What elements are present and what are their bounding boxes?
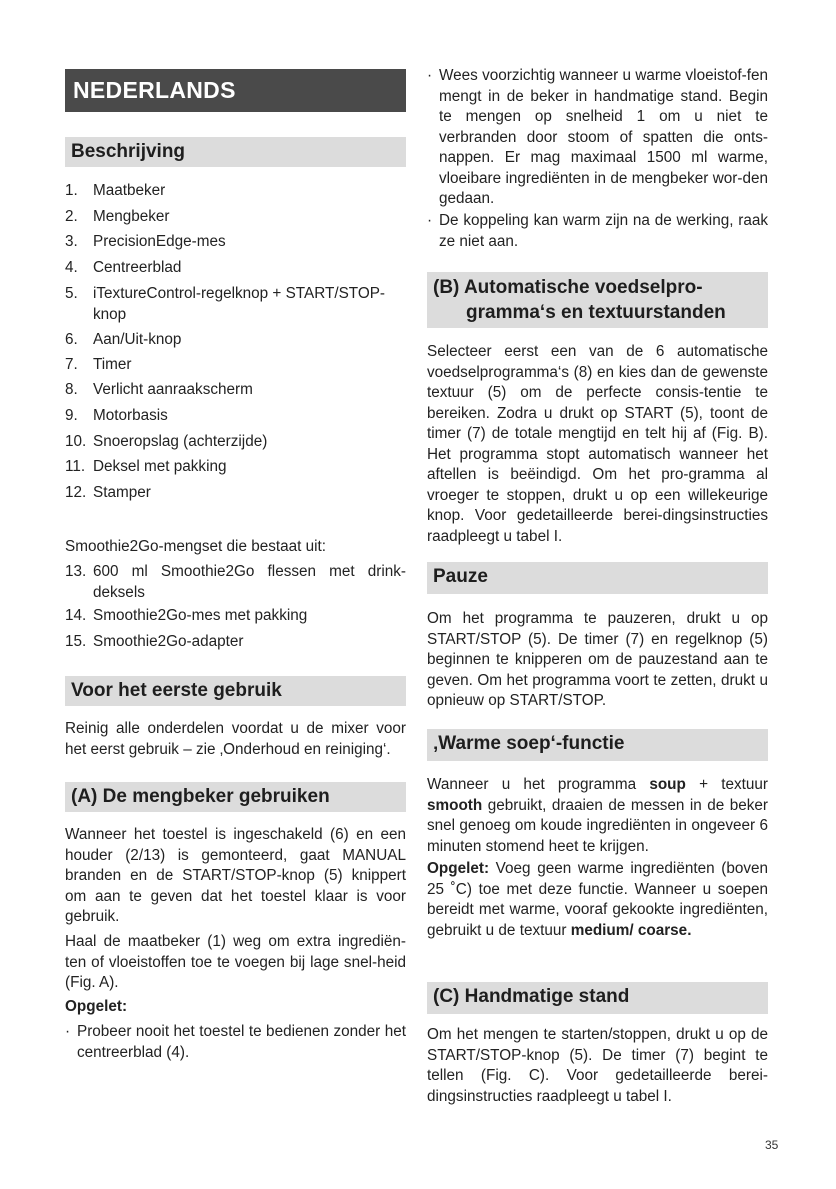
- bullet-dot: ·: [427, 67, 433, 84]
- section-heading-warme-soep: ‚Warme soep‘-functie: [427, 729, 768, 761]
- language-banner: NEDERLANDS: [65, 69, 406, 112]
- mengbeker-paragraph-2: Haal de maatbeker (1) weg om extra ingrediën-ten of vloeistoffen toe te voegen bij lage snel-heid (Fig. A).: [65, 933, 406, 991]
- auto-programs-text: Selecteer eerst een van de 6 automatische voedselprogramma‘s (8) en kies dan de gewenste textuur (5) om de perfecte consis-tentie te bereiken. Zodra u drukt op START (5), toont de timer (7) de totale mengtijd en telt hij af (Fig. B). Het programma stopt automatisch wanneer het aftellen is beëindigd. Om het pro-gramma al vroeger te stoppen, drukt u op een willekeurige knop. Voor gedetailleerde berei-dingsinstructies raadpleegt u tabel I.: [427, 343, 768, 545]
- opgelet-label: Opgelet:: [65, 998, 128, 1015]
- warme-soep-warning: Opgelet: Voeg geen warme ingrediënten (boven 25 ˚C) toe met deze functie. Wanneer u soepen bereidt met warme, vooraf gekookte ingrediënten, gebruikt u de textuur medium/ coarse.: [427, 860, 768, 939]
- heading-line-1: (B) Automatische voedselpro-: [433, 277, 703, 298]
- set-intro: Smoothie2Go-mengset die bestaat uit:: [65, 538, 327, 555]
- mengbeker-paragraph-1: Wanneer het toestel is ingeschakeld (6) en een houder (2/13) is gemonteerd, gaat MANUAL branden en de START/STOP-knop (5) knippert om aan te geven dat het toestel klaar is voor gebruik.: [65, 826, 406, 925]
- section-heading-handmatig: (C) Handmatige stand: [427, 982, 768, 1014]
- eerste-gebruik-text: Reinig alle onderdelen voordat u de mixer voor het eerst gebruik – zie ‚Onderhoud en reiniging‘.: [65, 720, 406, 758]
- section-heading-eerste-gebruik: Voor het eerste gebruik: [65, 676, 406, 706]
- section-heading-mengbeker: (A) De mengbeker gebruiken: [65, 782, 406, 812]
- heading-line-2: gramma‘s en textuurstanden: [466, 302, 726, 323]
- bullet-dot: ·: [65, 1023, 71, 1040]
- section-heading-auto-programs: [427, 272, 768, 328]
- bullet-dot: ·: [427, 212, 433, 229]
- pauze-text: Om het programma te pauzeren, drukt u op START/STOP (5). De timer (7) en regelknop (5) beginnen te knipperen om de pauzestand aan te geven. Om het programma voort te zetten, drukt u opnieuw op START/STOP.: [427, 610, 768, 709]
- section-heading-pauze: Pauze: [427, 562, 768, 594]
- page-number: 35: [765, 1138, 779, 1152]
- warme-soep-text: Wanneer u het programma soup + textuur smooth gebruikt, draaien de messen in de beker snel genoeg om koude ingrediënten in ongeveer 6 minuten stomend heet te krijgen.: [427, 776, 768, 855]
- handmatig-text: Om het mengen te starten/stoppen, drukt u op de START/STOP-knop (5). De timer (7) begint te tellen (Fig. C). Voor gedetailleerde berei-dingsinstructies raadpleegt u tabel I.: [427, 1026, 768, 1105]
- section-heading-beschrijving: Beschrijving: [65, 137, 406, 167]
